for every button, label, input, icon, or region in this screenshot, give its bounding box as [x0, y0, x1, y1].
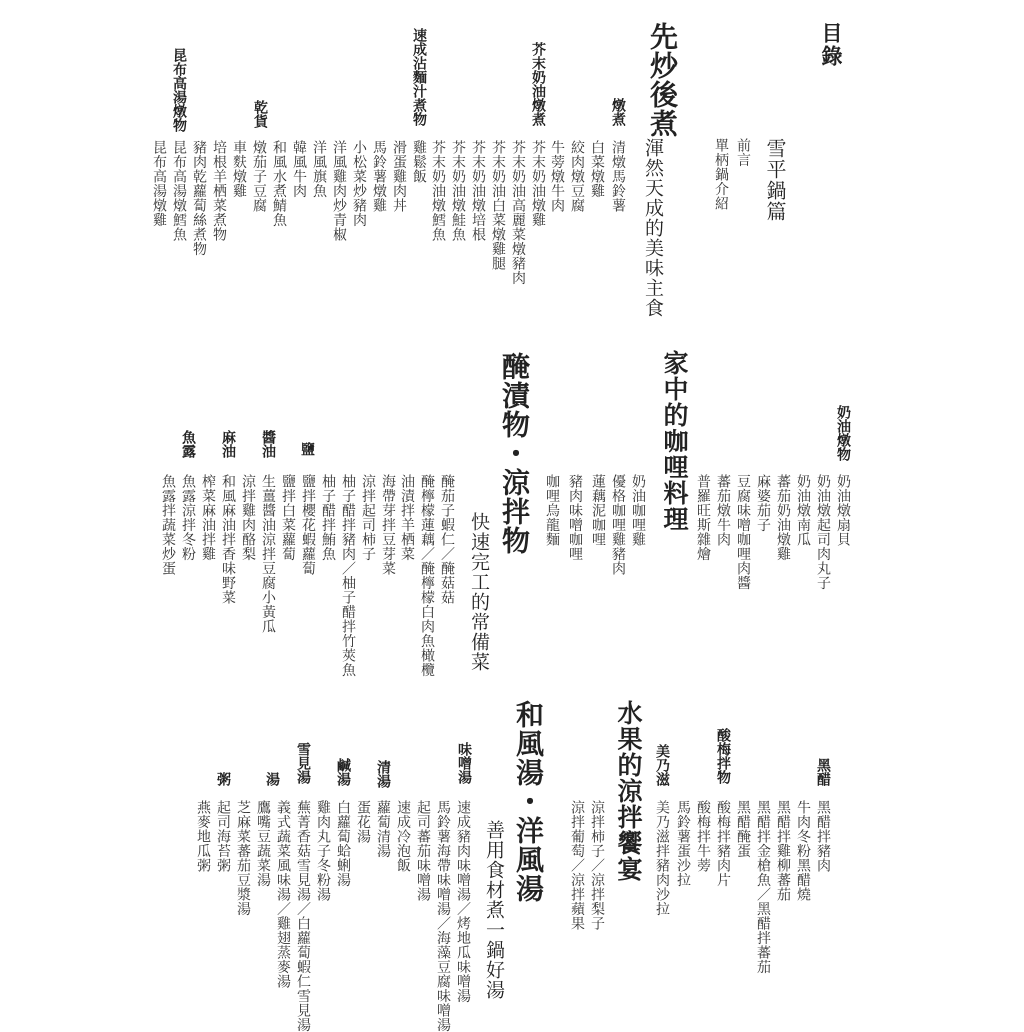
section-title: 湯	[264, 772, 280, 786]
toc-item[interactable]: 黑醋醃蛋	[735, 800, 751, 858]
toc-item[interactable]: 豬肉乾蘿蔔絲煮物	[191, 140, 207, 256]
toc-item[interactable]: 鹽拌白菜蘿蔔	[280, 474, 296, 561]
toc-item[interactable]: 馬鈴薯燉雞	[371, 140, 387, 213]
toc-item[interactable]: 白蘿蔔蛤蜊湯	[335, 800, 351, 887]
toc-item[interactable]: 速成冷泡飯	[395, 800, 411, 873]
toc-item[interactable]: 奶油燉扇貝	[835, 474, 851, 547]
section-title: 昆布高湯燉物	[171, 48, 187, 132]
section-title: 奶油燉物	[835, 405, 851, 461]
toc-item[interactable]: 燕麥地瓜粥	[195, 800, 211, 873]
toc-item[interactable]: 優格咖哩雞豬肉	[610, 474, 626, 576]
chapter-title-snow-pan: 雪平鍋篇	[763, 138, 787, 222]
section-title: 黑醋	[815, 758, 831, 786]
toc-item[interactable]: 前言	[735, 138, 751, 167]
toc-item[interactable]: 榨菜麻油拌雞	[200, 474, 216, 561]
chapter-subtitle: 渾然天成的美味主食	[642, 138, 664, 318]
toc-item[interactable]: 黑醋拌雞柳蕃茄	[775, 800, 791, 902]
toc-item[interactable]: 起司蕃茄味噌湯	[415, 800, 431, 902]
toc-item[interactable]: 黑醋拌金槍魚／黑醋拌蕃茄	[755, 800, 771, 974]
toc-item[interactable]: 芥末奶油燉鮭魚	[450, 140, 466, 242]
chapter-title-soups: 和風湯・洋風湯	[512, 700, 545, 903]
toc-item[interactable]: 酸梅拌豬肉片	[715, 800, 731, 887]
chapter-subtitle: 快速完工的常備菜	[468, 512, 490, 672]
toc-item[interactable]: 美乃滋拌豬肉沙拉	[654, 800, 670, 916]
toc-item[interactable]: 生薑醬油涼拌豆腐小黃瓜	[260, 474, 276, 634]
section-title: 芥末奶油燉煮	[530, 42, 546, 126]
toc-item[interactable]: 芝麻菜蕃茄豆漿湯	[235, 800, 251, 916]
toc-item[interactable]: 麻婆茄子	[755, 474, 771, 532]
toc-item[interactable]: 小松菜炒豬肉	[351, 140, 367, 227]
toc-item[interactable]: 芥末奶油燉培根	[470, 140, 486, 242]
toc-item[interactable]: 油漬拌羊栖菜	[399, 474, 415, 561]
toc-item[interactable]: 蕪菁香菇雪見湯／白蘿蔔蝦仁雪見湯	[295, 800, 311, 1032]
toc-item[interactable]: 蕃茄燉牛肉	[715, 474, 731, 547]
toc-item[interactable]: 魚露拌蔬菜炒蛋	[160, 474, 176, 576]
toc-item[interactable]: 牛肉冬粉黑醋燒	[795, 800, 811, 902]
chapter-subtitle: 善用食材煮一鍋好湯	[483, 820, 505, 1000]
toc-item[interactable]: 普羅旺斯雜燴	[695, 474, 711, 561]
toc-item[interactable]: 和風水煮鯖魚	[271, 140, 287, 227]
toc-item[interactable]: 涼拌柿子／涼拌梨子	[589, 800, 605, 931]
section-title: 醬油	[260, 430, 276, 458]
toc-item[interactable]: 雞鬆飯	[411, 140, 427, 184]
toc-item[interactable]: 涼拌起司柿子	[360, 474, 376, 561]
toc-item[interactable]: 醃檸檬蓮藕／醃檸檬白肉魚橄欖	[419, 474, 435, 677]
toc-item[interactable]: 洋風旗魚	[311, 140, 327, 198]
toc-item[interactable]: 豬肉味噌咖哩	[567, 474, 583, 561]
toc-item[interactable]: 魚露涼拌冬粉	[180, 474, 196, 561]
toc-item[interactable]: 培根羊栖菜煮物	[211, 140, 227, 242]
toc-item[interactable]: 奶油燉起司肉丸子	[815, 474, 831, 590]
toc-item[interactable]: 芥末奶油燉鱈魚	[430, 140, 446, 242]
toc-item[interactable]: 芥末奶油燉雞	[530, 140, 546, 227]
toc-item[interactable]: 清燉馬鈴薯	[610, 140, 626, 213]
toc-item[interactable]: 柚子醋拌鮪魚	[320, 474, 336, 561]
section-title: 麻油	[220, 430, 236, 458]
toc-item[interactable]: 奶油咖哩雞	[630, 474, 646, 547]
section-title: 乾貨	[252, 100, 268, 128]
toc-item[interactable]: 牛蒡燉牛肉	[549, 140, 565, 213]
toc-item[interactable]: 速成豬肉味噌湯／烤地瓜味噌湯	[455, 800, 471, 1003]
section-title: 味噌湯	[456, 742, 472, 784]
section-title: 鹽	[299, 442, 315, 456]
toc-item[interactable]: 韓風牛肉	[291, 140, 307, 198]
toc-item[interactable]: 馬鈴薯蛋沙拉	[675, 800, 691, 887]
toc-item[interactable]: 洋風雞肉炒青椒	[331, 140, 347, 242]
section-title: 雪見湯	[295, 742, 311, 784]
toc-item[interactable]: 蓮藕泥咖哩	[590, 474, 606, 547]
chapter-title-fruit-salads: 水果的涼拌饗宴	[614, 700, 643, 882]
toc-item[interactable]: 蘿蔔清湯	[375, 800, 391, 858]
toc-item[interactable]: 蕃茄奶油燉雞	[775, 474, 791, 561]
toc-item[interactable]: 涼拌雞肉酪梨	[240, 474, 256, 561]
toc-item[interactable]: 芥末奶油高麗菜燉豬肉	[510, 140, 526, 285]
section-title: 燉煮	[610, 98, 626, 126]
chapter-title-home-curry: 家中的咖哩料理	[660, 350, 689, 532]
toc-item[interactable]: 燉茄子豆腐	[251, 140, 267, 213]
toc-item[interactable]: 鷹嘴豆蔬菜湯	[255, 800, 271, 887]
toc-item[interactable]: 昆布高湯燉鱈魚	[171, 140, 187, 242]
toc-item[interactable]: 酸梅拌牛蒡	[695, 800, 711, 873]
section-title: 速成沾麵汁煮物	[411, 28, 427, 126]
toc-item[interactable]: 絞肉燉豆腐	[569, 140, 585, 213]
toc-item[interactable]: 車麩燉雞	[231, 140, 247, 198]
chapter-title-stir-then-stew: 先炒後煮	[646, 22, 679, 138]
toc-item[interactable]: 馬鈴薯海帶味噌湯／海藻豆腐味噌湯	[435, 800, 451, 1032]
toc-item[interactable]: 鹽拌櫻花蝦蘿蔔	[300, 474, 316, 576]
toc-item[interactable]: 豆腐味噌咖哩肉醬	[735, 474, 751, 590]
section-title: 美乃滋	[654, 744, 670, 786]
toc-item[interactable]: 黑醋拌豬肉	[815, 800, 831, 873]
toc-item[interactable]: 涼拌葡萄／涼拌蘋果	[569, 800, 585, 931]
toc-item[interactable]: 白菜燉雞	[589, 140, 605, 198]
toc-item[interactable]: 雞肉丸子冬粉湯	[315, 800, 331, 902]
toc-title: 目錄	[819, 22, 843, 68]
section-title: 酸梅拌物	[715, 728, 731, 784]
toc-item[interactable]: 奶油燉南瓜	[795, 474, 811, 547]
chapter-title-pickles: 醃漬物・涼拌物	[498, 352, 531, 555]
section-title: 鹹湯	[335, 758, 351, 786]
toc-item[interactable]: 海帶芽拌豆芽菜	[380, 474, 396, 576]
toc-item[interactable]: 義式蔬菜風味湯／雞翅蒸麥湯	[275, 800, 291, 989]
toc-item[interactable]: 蛋花湯	[355, 800, 371, 844]
section-title: 魚露	[180, 430, 196, 458]
toc-item[interactable]: 單柄鍋介紹	[713, 138, 729, 211]
section-title: 粥	[215, 772, 231, 786]
toc-item[interactable]: 醃茄子蝦仁／醃菇菇	[439, 474, 455, 605]
toc-item[interactable]: 昆布高湯燉雞	[151, 140, 167, 227]
toc-item[interactable]: 柚子醋拌豬肉／柚子醋拌竹莢魚	[340, 474, 356, 677]
toc-item[interactable]: 芥末奶油白菜燉雞腿	[490, 140, 506, 271]
toc-item[interactable]: 咖哩烏龍麵	[544, 474, 560, 547]
section-title: 清湯	[375, 760, 391, 788]
toc-item[interactable]: 滑蛋雞肉丼	[391, 140, 407, 213]
toc-item[interactable]: 和風麻油拌香味野菜	[220, 474, 236, 605]
toc-item[interactable]: 起司海苔粥	[215, 800, 231, 873]
